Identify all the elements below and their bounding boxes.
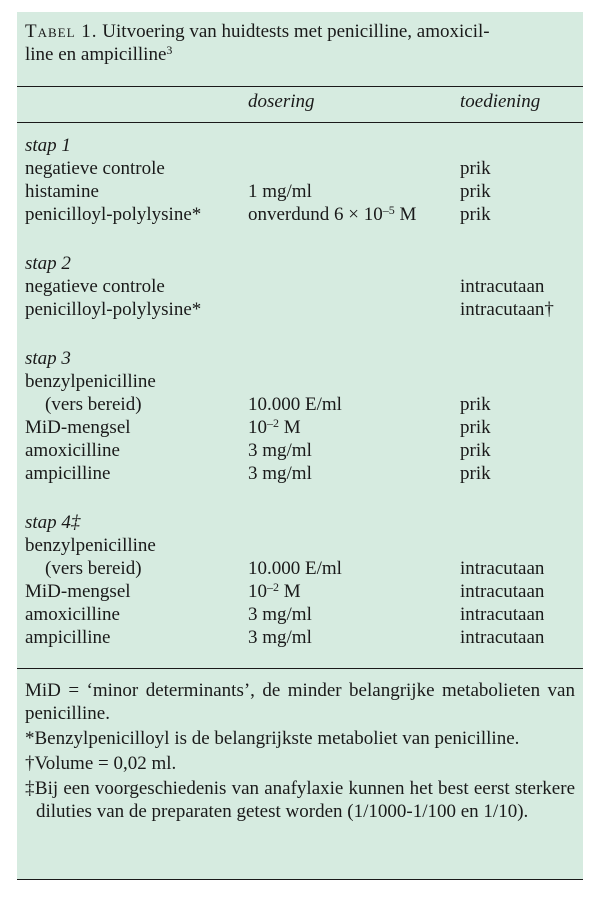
table-row bbox=[17, 511, 583, 534]
row-route: intracutaan bbox=[460, 558, 545, 579]
row-dose: 10.000 E/ml bbox=[248, 394, 342, 415]
step-label: stap 1 bbox=[25, 135, 71, 156]
footnote-dagger: †Volume = 0,02 ml. bbox=[25, 753, 177, 774]
header-row bbox=[17, 90, 583, 113]
row-route: intracutaan bbox=[460, 604, 545, 625]
top-rule bbox=[17, 86, 583, 87]
row-name: benzylpenicilline bbox=[25, 371, 156, 392]
step-label: stap 4‡ bbox=[25, 512, 81, 533]
table-row bbox=[17, 298, 583, 321]
row-route: prik bbox=[460, 158, 491, 179]
table-row bbox=[17, 534, 583, 557]
row-route: intracutaan bbox=[460, 276, 545, 297]
table-row bbox=[17, 393, 583, 416]
row-dose: 3 mg/ml bbox=[248, 604, 312, 625]
footnote-asterisk: *Benzylpenicilloyl is de belangrijkste metaboliet van penicilline. bbox=[25, 728, 520, 749]
row-dose: onverdund $6 \times 10^{-5}$ M bbox=[248, 203, 417, 225]
reference-number: 3 bbox=[166, 43, 173, 57]
row-route: prik bbox=[460, 204, 491, 225]
table-row bbox=[17, 347, 583, 370]
table-row bbox=[17, 370, 583, 393]
table-title-line2: line en ampicilline bbox=[25, 44, 167, 65]
row-name: amoxicilline bbox=[25, 604, 120, 625]
table-row bbox=[17, 603, 583, 626]
row-name: histamine bbox=[25, 181, 99, 202]
row-route: prik bbox=[460, 394, 491, 415]
table-row bbox=[17, 462, 583, 485]
row-route: prik bbox=[460, 417, 491, 438]
row-route: intracutaan† bbox=[460, 299, 554, 320]
table-row bbox=[17, 626, 583, 649]
table-row bbox=[17, 439, 583, 462]
row-name: (vers bereid) bbox=[45, 558, 142, 579]
table-label: Tabel 1. bbox=[25, 21, 98, 42]
row-name: MiD-mengsel bbox=[25, 581, 131, 602]
row-route: prik bbox=[460, 463, 491, 484]
row-dose: 3 mg/ml bbox=[248, 627, 312, 648]
row-name: MiD-mengsel bbox=[25, 417, 131, 438]
row-name: negatieve controle bbox=[25, 158, 165, 179]
table-row bbox=[17, 416, 583, 439]
table-row bbox=[17, 252, 583, 275]
table-row bbox=[17, 180, 583, 203]
row-dose: 3 mg/ml bbox=[248, 463, 312, 484]
table-row bbox=[17, 157, 583, 180]
step-label: stap 3 bbox=[25, 348, 71, 369]
table-row bbox=[17, 275, 583, 298]
table-caption bbox=[25, 20, 575, 66]
row-name: (vers bereid) bbox=[45, 394, 142, 415]
header-route: toediening bbox=[460, 91, 541, 112]
row-dose: 3 mg/ml bbox=[248, 440, 312, 461]
table-row bbox=[17, 203, 583, 226]
row-name: ampicilline bbox=[25, 463, 111, 484]
row-name: benzylpenicilline bbox=[25, 535, 156, 556]
footnote-mid: MiD = ‘minor determinants’, de minder belangrijke metabolieten van penicilline. bbox=[25, 680, 575, 724]
table-row bbox=[17, 557, 583, 580]
table-panel bbox=[17, 12, 583, 880]
row-route: intracutaan bbox=[460, 627, 545, 648]
header-rule bbox=[17, 122, 583, 123]
row-route: prik bbox=[460, 440, 491, 461]
row-name: negatieve controle bbox=[25, 276, 165, 297]
row-dose: 10.000 E/ml bbox=[248, 558, 342, 579]
row-route: prik bbox=[460, 181, 491, 202]
row-route: intracutaan bbox=[460, 581, 545, 602]
table-row bbox=[17, 580, 583, 603]
step-label: stap 2 bbox=[25, 253, 71, 274]
footnote-double-dagger: ‡Bij een voorgeschiedenis van anafylaxie kunnen het best eerst sterkere diluties van de preparaten getest worden (1/1000-1/100 en 1/10). bbox=[25, 778, 575, 822]
row-dose: 1 mg/ml bbox=[248, 181, 312, 202]
row-name: penicilloyl-polylysine* bbox=[25, 204, 202, 225]
header-dose: dosering bbox=[248, 91, 315, 112]
table-title: Uitvoering van huidtests met penicilline, amoxicil- bbox=[102, 21, 490, 42]
row-dose: $10^{-2}$ M bbox=[248, 416, 301, 438]
row-name: penicilloyl-polylysine* bbox=[25, 299, 202, 320]
bottom-rule bbox=[17, 879, 583, 880]
row-dose: $10^{-2}$ M bbox=[248, 580, 301, 602]
notes-rule bbox=[17, 668, 583, 669]
table-row bbox=[17, 134, 583, 157]
table-footnotes bbox=[25, 679, 575, 825]
row-name: amoxicilline bbox=[25, 440, 120, 461]
row-name: ampicilline bbox=[25, 627, 111, 648]
